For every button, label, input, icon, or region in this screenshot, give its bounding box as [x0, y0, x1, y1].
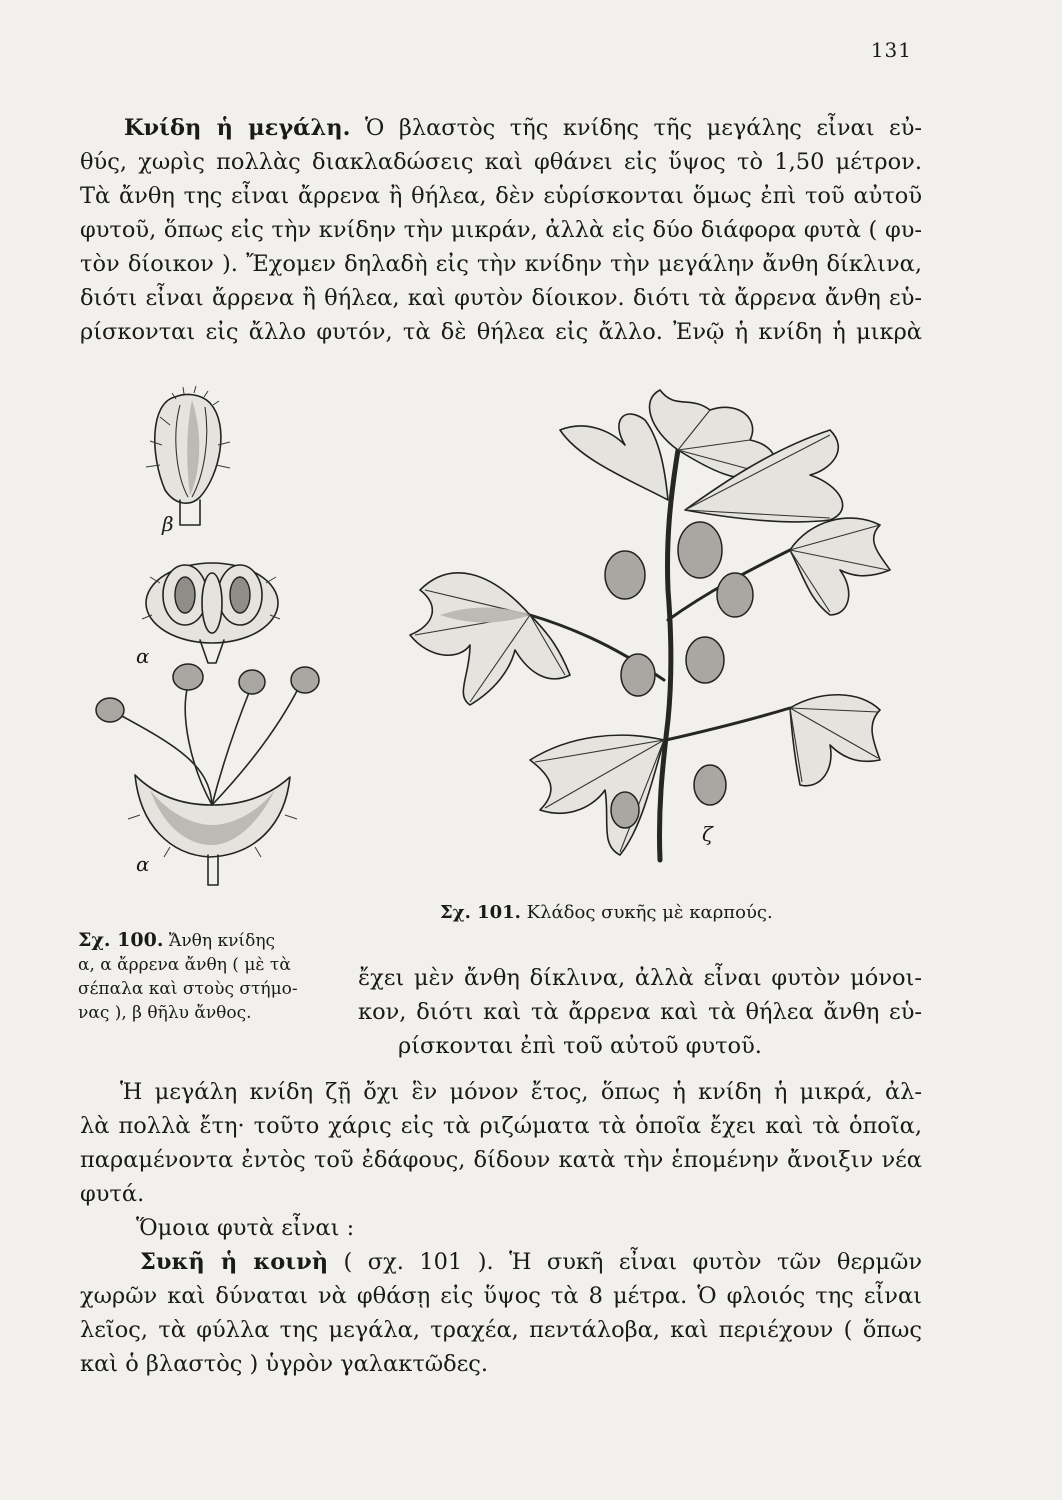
paragraph-line: Συκῆ ἡ κοινὴ ( σχ. 101 ). Ἡ συκῆ εἶναι φυτὸν τῶν θερμῶν [140, 1249, 922, 1275]
section-heading-fig: Συκῆ ἡ κοινὴ [140, 1249, 329, 1275]
male-flower-stamens-drawing [96, 664, 319, 885]
figure-label-beta: β [162, 512, 174, 536]
figure-label-alpha-top: α [136, 644, 150, 668]
paragraph-line: ἔχει μὲν ἄνθη δίκλινα, ἀλλὰ εἶναι φυτὸν μόνοι- [358, 965, 922, 991]
paragraph-line: ρίσκονται εἰς ἄλλο φυτόν, τὰ δὲ θήλεα εἰς ἄλλο. Ἐνῷ ἡ κνίδη ἡ μικρὰ [80, 319, 922, 345]
section-heading-nettle: Κνίδη ἡ μεγάλη. [124, 115, 351, 141]
paragraph-line: φυτά. [80, 1181, 145, 1207]
page-number: 131 [870, 38, 912, 62]
nettle-flowers-illustration [80, 385, 320, 905]
paragraph-line: κον, διότι καὶ τὰ ἄρρενα καὶ τὰ θήλεα ἄνθη εὑ- [358, 999, 922, 1025]
paragraph-line: Τὰ ἄνθη της εἶναι ἄρρενα ἢ θήλεα, δὲν εὑρίσκονται ὅμως ἐπὶ τοῦ αὐτοῦ [80, 183, 922, 209]
paragraph-line: χωρῶν καὶ δύναται νὰ φθάσῃ εἰς ὕψος τὰ 8 μέτρα. Ὁ φλοιός της εἶναι [80, 1283, 922, 1309]
figure-100-caption: Σχ. 100. Ἄνθη κνίδης α, α ἄρρενα ἄνθη ( μὲ τὰ σέπαλα καὶ στοὺς στήμο- νας ), β θῆλυ ἄνθος. [78, 929, 298, 1023]
figure-100-caption-title: Σχ. 100. [78, 929, 164, 951]
male-flower-open-drawing [142, 563, 280, 663]
figure-101-caption: Σχ. 101. Κλάδος συκῆς μὲ καρπούς. [440, 902, 773, 923]
figure-label-zeta: ζ [702, 822, 713, 846]
paragraph-line: λὰ πολλὰ ἔτη· τοῦτο χάρις εἰς τὰ ριζώματα τὰ ὁποῖα ἔχει καὶ τὰ ὁποῖα, [80, 1113, 922, 1139]
paragraph-line: ρίσκονται ἐπὶ τοῦ αὐτοῦ φυτοῦ. [398, 1033, 762, 1059]
paragraph-line: καὶ ὁ βλαστὸς ) ὑγρὸν γαλακτῶδες. [80, 1351, 489, 1377]
figure-101-caption-title: Σχ. 101. [440, 902, 521, 923]
paragraph-line: λεῖος, τὰ φύλλα της μεγάλα, τραχέα, πεντάλοβα, καὶ περιέχουν ( ὅπως [80, 1317, 922, 1343]
paragraph-line: θύς, χωρὶς πολλὰς διακλαδώσεις καὶ φθάνει εἰς ὕψος τὸ 1,50 μέτρον. [80, 149, 922, 175]
figure-label-alpha-bottom: α [136, 852, 150, 876]
caption-line: σέπαλα καὶ στοὺς στήμο- [78, 979, 298, 999]
paragraph-line: διότι εἶναι ἄρρενα ἢ θήλεα, καὶ φυτὸν δίοικον. διότι τὰ ἄρρενα ἄνθη εὑ- [80, 285, 922, 311]
caption-line: νας ), β θῆλυ ἄνθος. [78, 1003, 252, 1023]
caption-line: α, α ἄρρενα ἄνθη ( μὲ τὰ [78, 955, 291, 975]
paragraph-line: παραμένοντα ἐντὸς τοῦ ἐδάφους, δίδουν κατὰ τὴν ἑπομένην ἄνοιξιν νέα [80, 1147, 922, 1173]
paragraph-line: φυτοῦ, ὅπως εἰς τὴν κνίδην τὴν μικράν, ἀλλὰ εἰς δύο διάφορα φυτὰ ( φυ- [80, 217, 922, 243]
similar-plants-heading: Ὅμοια φυτὰ εἶναι : [136, 1215, 355, 1241]
paragraph-line: Κνίδη ἡ μεγάλη. Ὁ βλαστὸς τῆς κνίδης τῆς μεγάλης εἶναι εὐ- [124, 115, 922, 141]
fig-branch-illustration [410, 390, 890, 870]
paragraph-line: Ἡ μεγάλη κνίδη ζῇ ὄχι ἓν μόνον ἔτος, ὅπως ἡ κνίδη ἡ μικρά, ἀλ- [120, 1079, 922, 1105]
paragraph-line: τὸν δίοικον ). Ἔχομεν δηλαδὴ εἰς τὴν κνίδην τὴν μεγάλην ἄνθη δίκλινα, [80, 251, 922, 277]
female-flower-drawing [146, 386, 230, 525]
